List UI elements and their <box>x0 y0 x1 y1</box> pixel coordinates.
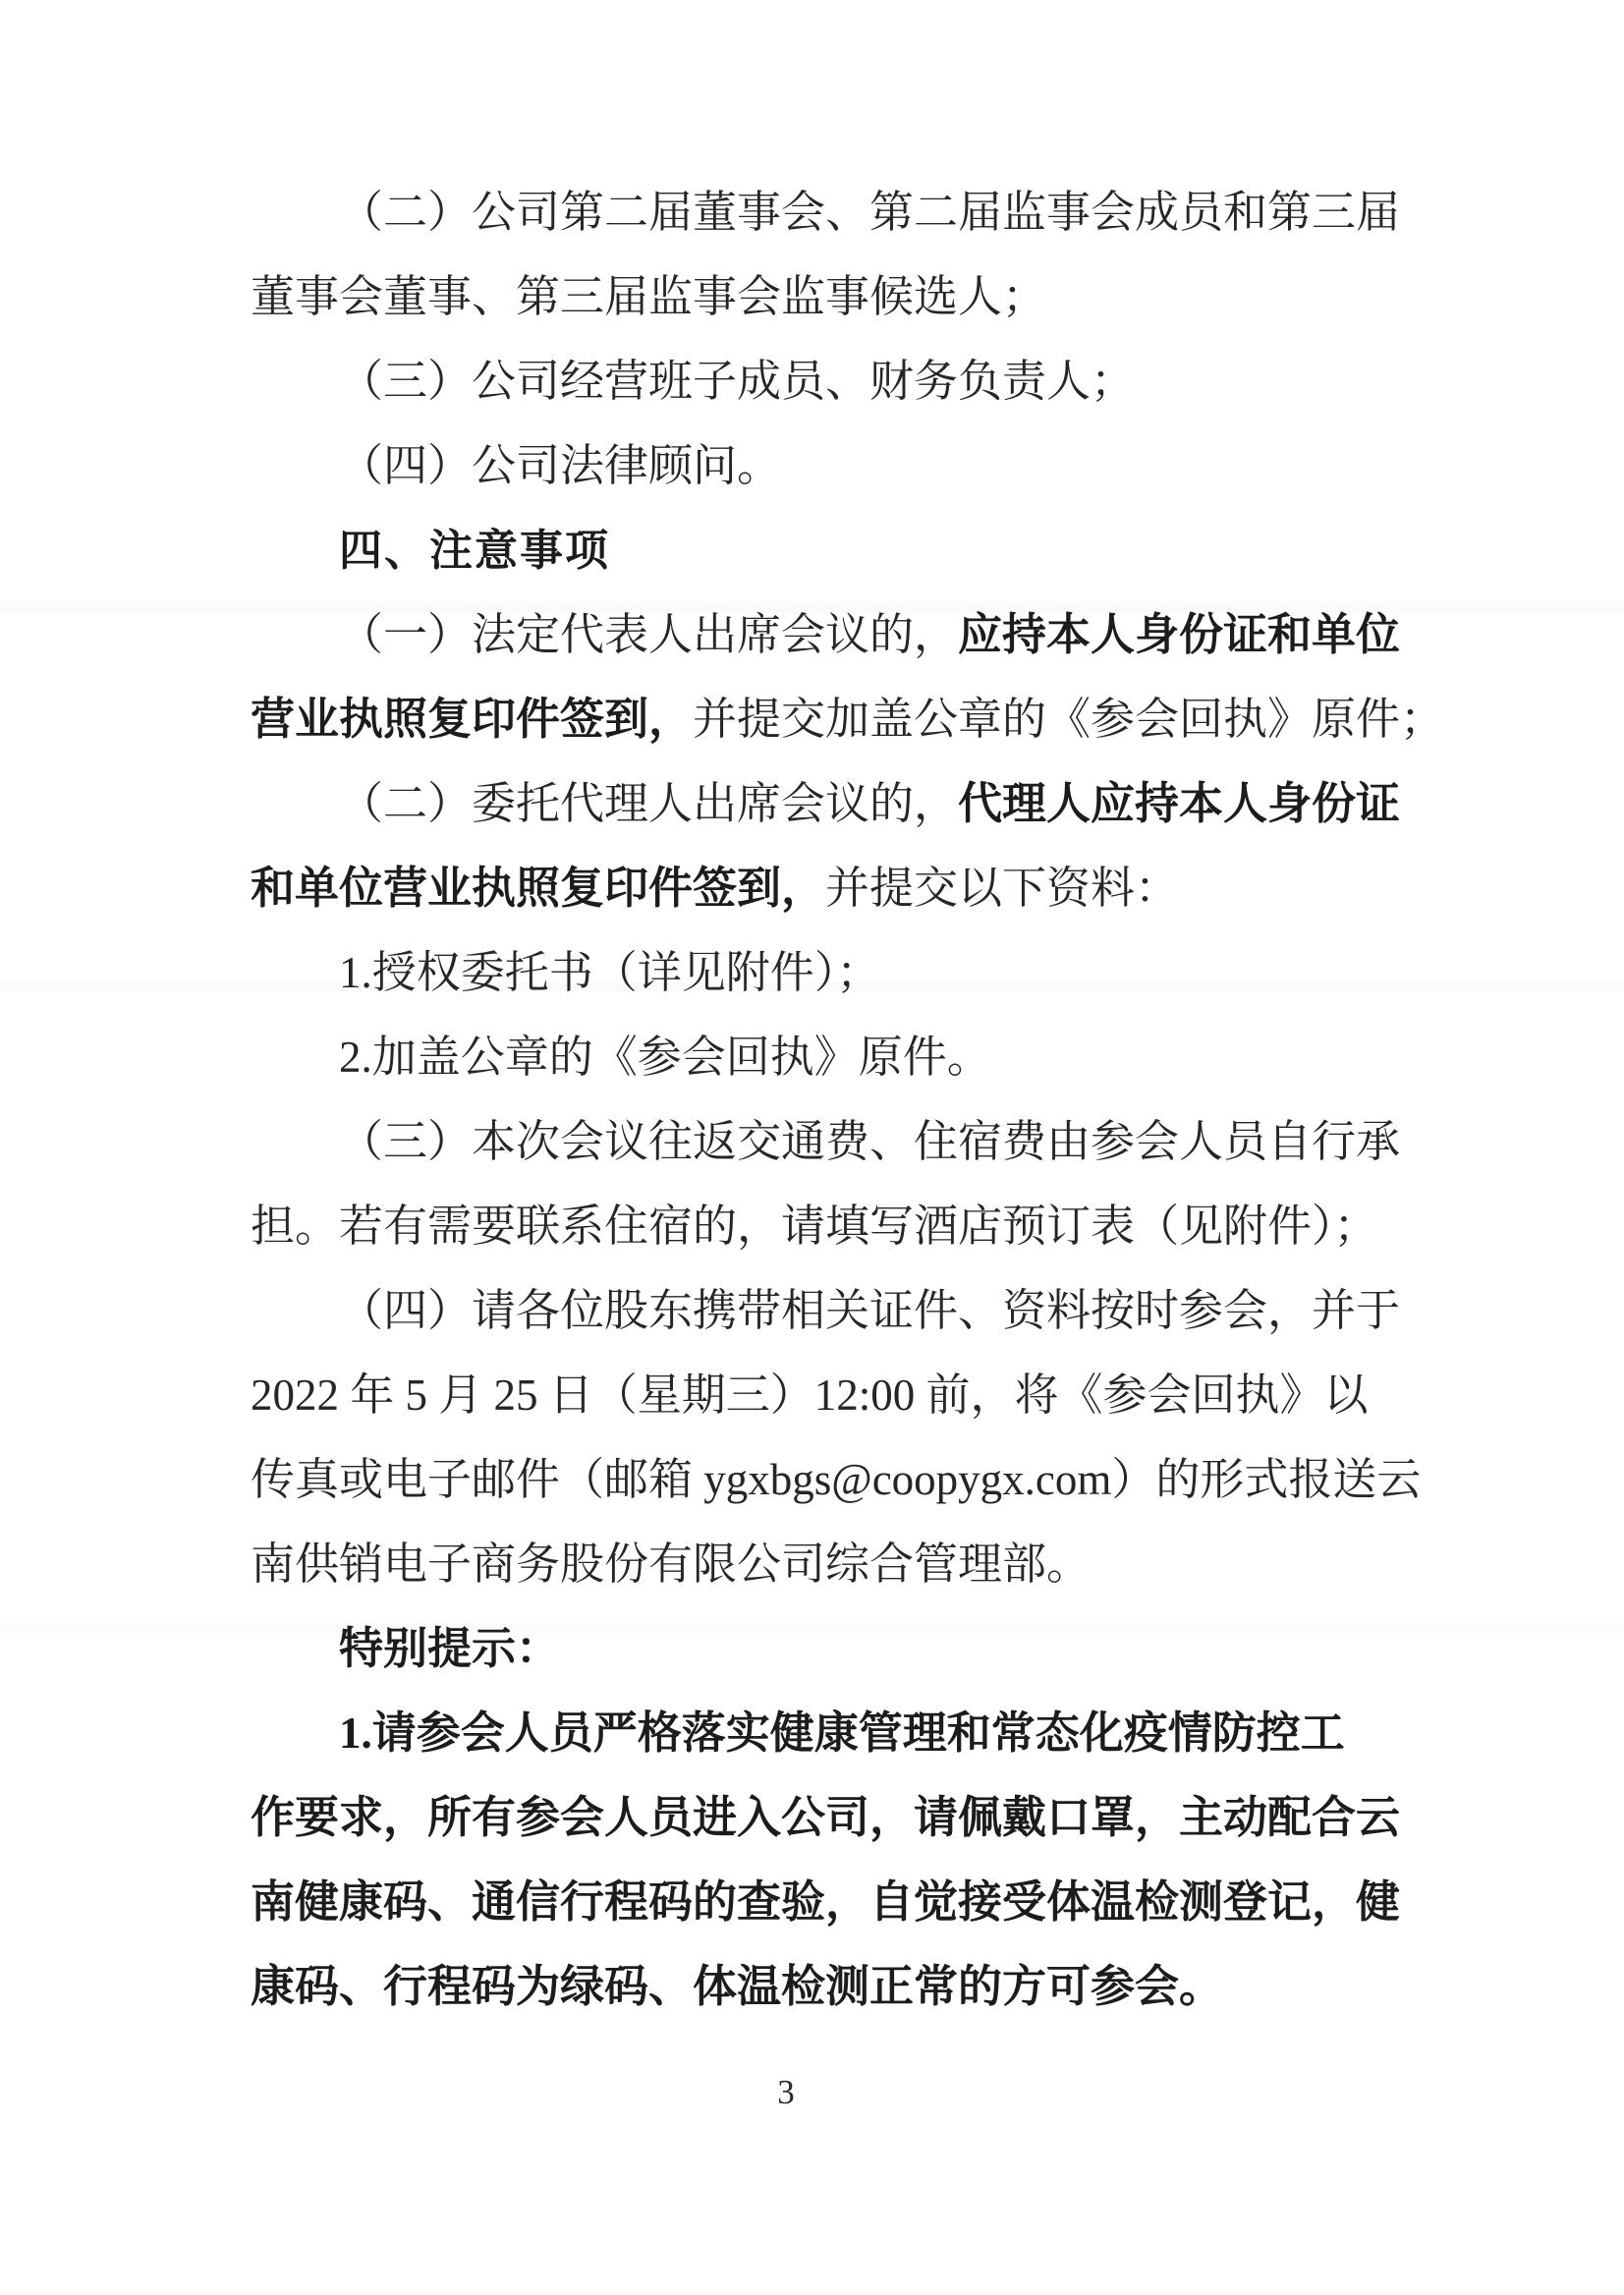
text-segment: 康码、行程码为绿码、体温检测正常的方可参会。 <box>251 1962 1224 2011</box>
text-line <box>251 508 1390 592</box>
text-segment: 2022 年 5 月 25 日（星期三）12:00 前，将《参会回执》以 <box>251 1371 1369 1420</box>
text-line <box>251 1944 1390 2029</box>
text-segment: 并提交以下资料： <box>825 864 1180 913</box>
text-segment: 应持本人身份证和单位 <box>958 610 1401 659</box>
text-segment: 南健康码、通信行程码的查验，自觉接受体温检测登记，健 <box>251 1877 1401 1927</box>
text-line <box>251 930 1390 1015</box>
text-segment: 代理人应持本人身份证 <box>958 779 1401 828</box>
text-line <box>251 1268 1401 1353</box>
text-line <box>251 846 1390 930</box>
text-line <box>251 1691 1390 1775</box>
text-line <box>251 1015 1390 1099</box>
text-line <box>251 761 1401 846</box>
text-segment: 四、注意事项 <box>339 527 610 575</box>
text-line <box>251 339 1390 423</box>
text-segment: （三）本次会议往返交通费、住宿费由参会人员自行承 <box>339 1117 1401 1166</box>
text-segment: （三）公司经营班子成员、财务负责人； <box>339 357 1136 406</box>
text-line <box>251 1353 1390 1437</box>
text-segment: 1.授权委托书（详见附件）； <box>339 948 881 997</box>
text-segment: 特别提示： <box>339 1624 561 1673</box>
text-segment: 1.请参会人员严格落实健康管理和常态化疫情防控工 <box>339 1708 1345 1758</box>
text-segment: 担。若有需要联系住宿的，请填写酒店预订表（见附件）； <box>251 1202 1378 1251</box>
text-line <box>251 170 1401 254</box>
text-segment: （四）公司法律顾问。 <box>339 441 782 490</box>
text-line <box>251 423 1390 508</box>
text-segment: （二）公司第二届董事会、第二届监事会成员和第三届 <box>339 188 1401 237</box>
text-line <box>251 1860 1401 1944</box>
page-number: 3 <box>777 2073 795 2111</box>
text-segment: 和单位营业执照复印件签到， <box>251 864 826 913</box>
text-line <box>251 254 1390 339</box>
text-segment: （二）委托代理人出席会议的， <box>339 779 959 828</box>
text-segment: 并提交加盖公章的《参会回执》原件； <box>693 695 1445 744</box>
text-segment: 传真或电子邮件（邮箱 ygxbgs@coopygx.com）的形式报送云 <box>251 1455 1422 1504</box>
text-segment: 作要求，所有参会人员进入公司，请佩戴口罩，主动配合云 <box>251 1793 1401 1842</box>
text-line <box>251 1099 1401 1184</box>
text-line <box>251 1522 1390 1606</box>
text-segment: 2.加盖公章的《参会回执》原件。 <box>339 1033 991 1082</box>
text-line <box>251 1184 1390 1268</box>
document-body-text <box>251 170 1445 2029</box>
text-line <box>251 1775 1401 1860</box>
text-line <box>251 1606 1390 1691</box>
text-line <box>251 1437 1422 1522</box>
text-segment: （一）法定代表人出席会议的， <box>339 610 959 659</box>
text-line <box>251 592 1401 677</box>
text-segment: 董事会董事、第三届监事会监事候选人； <box>251 272 1047 321</box>
text-segment: （四）请各位股东携带相关证件、资料按时参会，并于 <box>339 1286 1401 1335</box>
text-segment: 营业执照复印件签到， <box>251 695 694 744</box>
text-segment: 南供销电子商务股份有限公司综合管理部。 <box>251 1539 1092 1589</box>
text-line <box>251 677 1445 761</box>
